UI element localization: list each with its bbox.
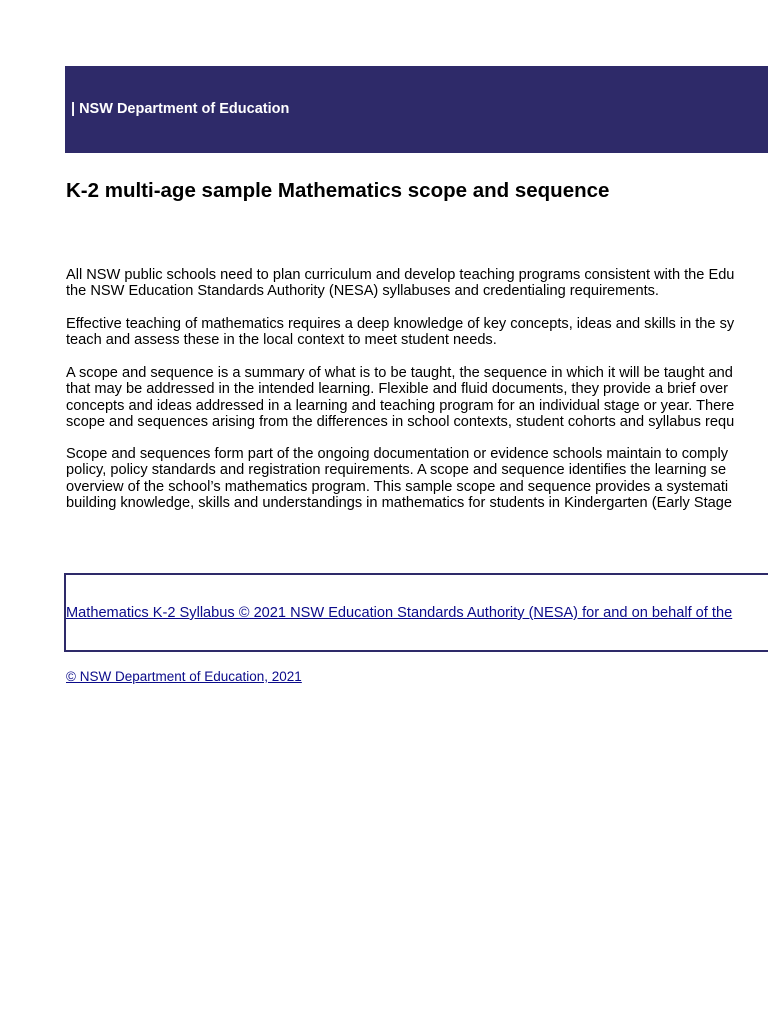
- copyright-link[interactable]: © NSW Department of Education, 2021: [66, 669, 302, 684]
- paragraph-line: A scope and sequence is a summary of what is to be taught, the sequence in which it will be taught and: [66, 365, 733, 381]
- paragraph-line: concepts and ideas addressed in a learning and teaching program for an individual stage or year. There: [66, 397, 735, 414]
- paragraph-line: All NSW public schools need to plan curriculum and develop teaching programs consistent with the Edu: [66, 267, 735, 283]
- header-banner: [65, 66, 768, 153]
- page-title: K-2 multi-age sample Mathematics scope and sequence: [66, 179, 610, 202]
- paragraph-line: building knowledge, skills and understandings in mathematics for students in Kindergarten (Early Stage: [66, 494, 733, 511]
- paragraph-line: the NSW Education Standards Authority (NESA) syllabuses and credentialing requirements.: [66, 283, 659, 300]
- paragraph-line: teach and assess these in the local context to meet student needs.: [66, 332, 497, 349]
- scope-definition-paragraph: [66, 365, 768, 430]
- intro-paragraph: [66, 267, 768, 300]
- paragraph-line: scope and sequences arising from the differences in school contexts, student cohorts and syllabus requ: [66, 413, 735, 430]
- paragraph-line: that may be addressed in the intended learning. Flexible and fluid documents, they provide a brief over: [66, 381, 728, 398]
- paragraph-line: Scope and sequences form part of the ongoing documentation or evidence schools maintain to comply: [66, 446, 728, 462]
- compliance-paragraph: [66, 446, 768, 511]
- syllabus-notice-box: [64, 573, 768, 652]
- teaching-paragraph: [66, 316, 768, 349]
- paragraph-line: policy, policy standards and registration requirements. A scope and sequence identifies the learning se: [66, 462, 727, 479]
- paragraph-line: overview of the school’s mathematics program. This sample scope and sequence provides a systemati: [66, 478, 729, 495]
- syllabus-copyright-link[interactable]: Mathematics K-2 Syllabus © 2021 NSW Education Standards Authority (NESA) for and on behalf of the: [66, 605, 733, 621]
- paragraph-line: Effective teaching of mathematics requires a deep knowledge of key concepts, ideas and skills in the sy: [66, 316, 735, 332]
- banner-department-name: | NSW Department of Education: [71, 101, 290, 117]
